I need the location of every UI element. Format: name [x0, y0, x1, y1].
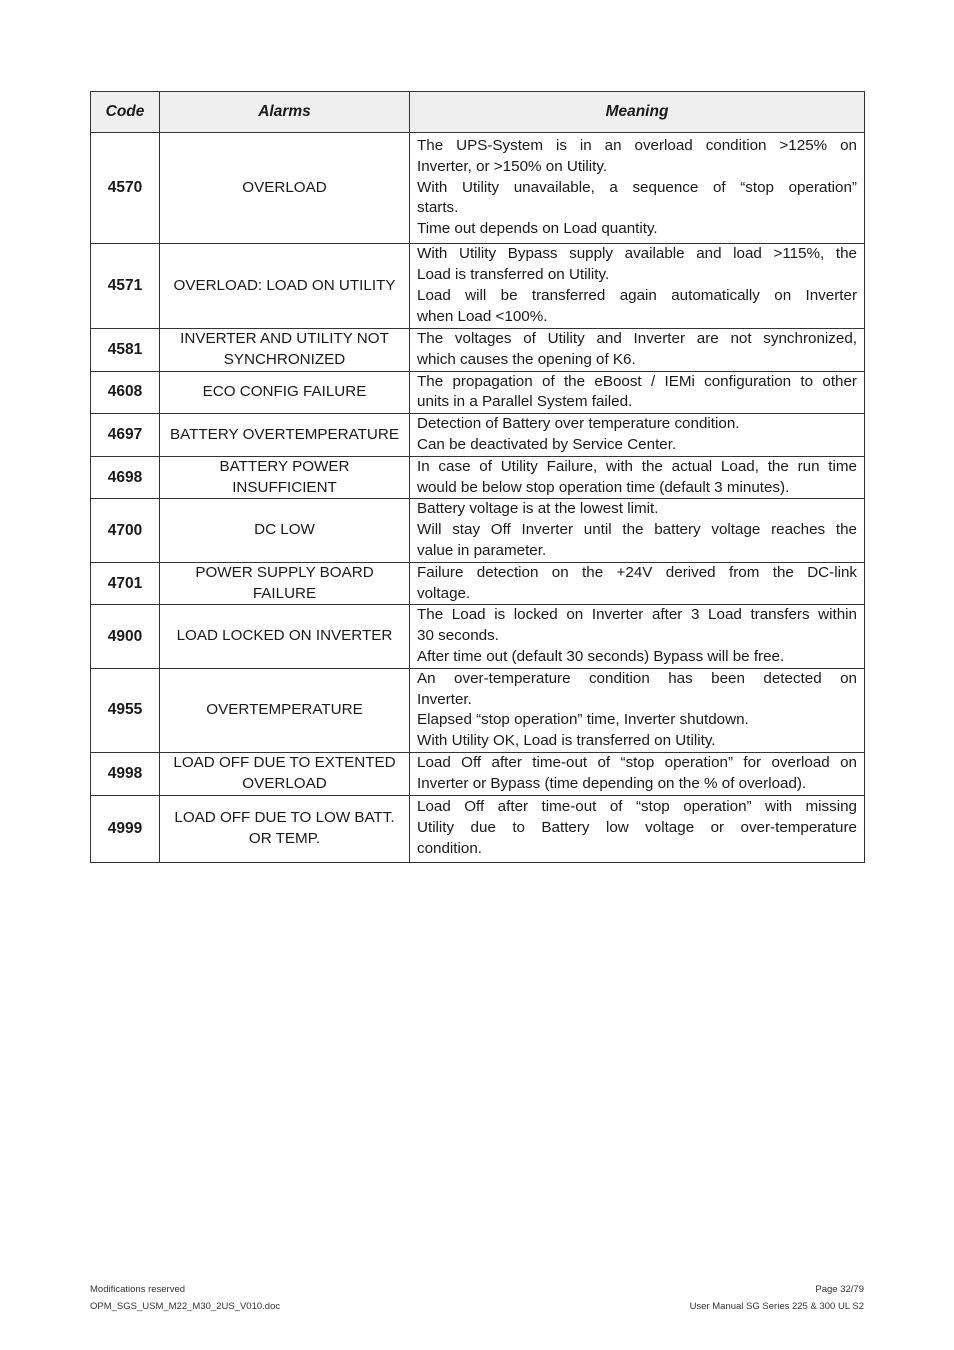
alarm-meaning — [410, 414, 865, 457]
meaning-line: Load is transferred on Utility. — [417, 266, 610, 284]
meaning-line: would be below stop operation time (default 3 minutes). — [417, 478, 790, 496]
table-row — [91, 499, 865, 562]
alarm-code: 4571 — [91, 244, 160, 329]
header-alarms: Alarms — [160, 92, 410, 133]
header-code: Code — [91, 92, 160, 133]
meaning-line: condition. — [417, 839, 483, 857]
alarm-codes-table — [90, 91, 865, 863]
table-row — [91, 456, 865, 499]
footer-manual-title: User Manual SG Series 225 & 300 UL S2 — [689, 1301, 864, 1312]
alarm-code: 4570 — [91, 133, 160, 244]
alarm-name: DC LOW — [160, 499, 410, 562]
alarm-code: 4698 — [91, 456, 160, 499]
alarm-code: 4998 — [91, 752, 160, 795]
meaning-line: In case of Utility Failure, with the actual Load, the run time — [417, 457, 857, 475]
footer-page-number: Page 32/79 — [815, 1284, 864, 1295]
alarm-code: 4701 — [91, 562, 160, 605]
meaning-line: Utility due to Battery low voltage or over-temperature — [417, 819, 857, 837]
table-header-row — [91, 92, 865, 133]
meaning-line: Inverter, or >150% on Utility. — [417, 157, 608, 175]
alarm-meaning — [410, 752, 865, 795]
meaning-line: With Utility Bypass supply available and load >115%, the — [417, 245, 857, 263]
meaning-line: With Utility OK, Load is transferred on Utility. — [417, 732, 716, 750]
alarm-code: 4700 — [91, 499, 160, 562]
alarm-code: 4608 — [91, 371, 160, 414]
meaning-line: An over-temperature condition has been detected on — [417, 669, 857, 687]
meaning-line: The Load is locked on Inverter after 3 Load transfers within — [417, 606, 857, 624]
header-meaning: Meaning — [410, 92, 865, 133]
alarm-meaning — [410, 329, 865, 372]
alarm-code: 4581 — [91, 329, 160, 372]
alarm-code: 4955 — [91, 668, 160, 752]
meaning-line: Battery voltage is at the lowest limit. — [417, 500, 659, 518]
alarm-name: POWER SUPPLY BOARD FAILURE — [160, 562, 410, 605]
meaning-line: Detection of Battery over temperature condition. — [417, 415, 740, 433]
alarm-name: INVERTER AND UTILITY NOT SYNCHRONIZED — [160, 329, 410, 372]
meaning-line: With Utility unavailable, a sequence of “stop operation” — [417, 178, 857, 196]
meaning-line: The voltages of Utility and Inverter are not synchronized, — [417, 330, 857, 347]
alarm-code: 4697 — [91, 414, 160, 457]
meaning-line: After time out (default 30 seconds) Bypass will be free. — [417, 647, 785, 665]
meaning-line: Time out depends on Load quantity. — [417, 220, 658, 238]
meaning-line: Will stay Off Inverter until the battery voltage reaches the — [417, 521, 857, 539]
table-row — [91, 244, 865, 329]
alarm-meaning — [410, 605, 865, 668]
alarm-name: LOAD OFF DUE TO EXTENTED OVERLOAD — [160, 752, 410, 795]
alarm-meaning — [410, 668, 865, 752]
table-row — [91, 605, 865, 668]
meaning-line: The propagation of the eBoost / IEMi configuration to other — [417, 372, 857, 390]
meaning-line: which causes the opening of K6. — [417, 350, 636, 368]
meaning-line: Inverter or Bypass (time depending on the % of overload). — [417, 774, 807, 792]
alarm-name: BATTERY OVERTEMPERATURE — [160, 414, 410, 457]
meaning-line: units in a Parallel System failed. — [417, 393, 633, 411]
alarm-name: LOAD OFF DUE TO LOW BATT. OR TEMP. — [160, 795, 410, 862]
alarm-meaning — [410, 795, 865, 862]
table-row — [91, 795, 865, 862]
table-row — [91, 414, 865, 457]
alarm-name: OVERLOAD — [160, 133, 410, 244]
alarm-code: 4999 — [91, 795, 160, 862]
table-row — [91, 133, 865, 244]
table-row — [91, 752, 865, 795]
alarm-meaning — [410, 499, 865, 562]
alarm-meaning — [410, 371, 865, 414]
meaning-line: Load Off after time-out of “stop operation” with missing — [417, 798, 857, 816]
meaning-line: starts. — [417, 199, 459, 217]
meaning-line: Load Off after time-out of “stop operation” for overload on — [417, 753, 857, 771]
meaning-line: The UPS-System is in an overload condition >125% on — [417, 137, 857, 154]
meaning-line: 30 seconds. — [417, 627, 499, 645]
meaning-line: Inverter. — [417, 690, 472, 708]
alarm-meaning — [410, 133, 865, 244]
meaning-line: Elapsed “stop operation” time, Inverter shutdown. — [417, 711, 749, 729]
meaning-line: when Load <100%. — [417, 307, 548, 325]
alarm-name: OVERLOAD: LOAD ON UTILITY — [160, 244, 410, 329]
meaning-line: Can be deactivated by Service Center. — [417, 435, 677, 453]
alarm-name: ECO CONFIG FAILURE — [160, 371, 410, 414]
alarm-meaning — [410, 562, 865, 605]
alarm-name: BATTERY POWER INSUFFICIENT — [160, 456, 410, 499]
alarm-meaning — [410, 456, 865, 499]
table-row — [91, 329, 865, 372]
table-row — [91, 371, 865, 414]
alarm-name: LOAD LOCKED ON INVERTER — [160, 605, 410, 668]
alarm-name: OVERTEMPERATURE — [160, 668, 410, 752]
footer-modifications: Modifications reserved — [90, 1284, 186, 1295]
meaning-line: Load will be transferred again automatically on Inverter — [417, 287, 857, 304]
meaning-line: voltage. — [417, 584, 471, 602]
alarm-meaning — [410, 244, 865, 329]
meaning-line: Failure detection on the +24V derived from the DC-link — [417, 563, 857, 581]
meaning-line: value in parameter. — [417, 541, 547, 559]
footer-document-name: OPM_SGS_USM_M22_M30_2US_V010.doc — [90, 1301, 281, 1312]
table-row — [91, 668, 865, 752]
alarm-code: 4900 — [91, 605, 160, 668]
table-row — [91, 562, 865, 605]
